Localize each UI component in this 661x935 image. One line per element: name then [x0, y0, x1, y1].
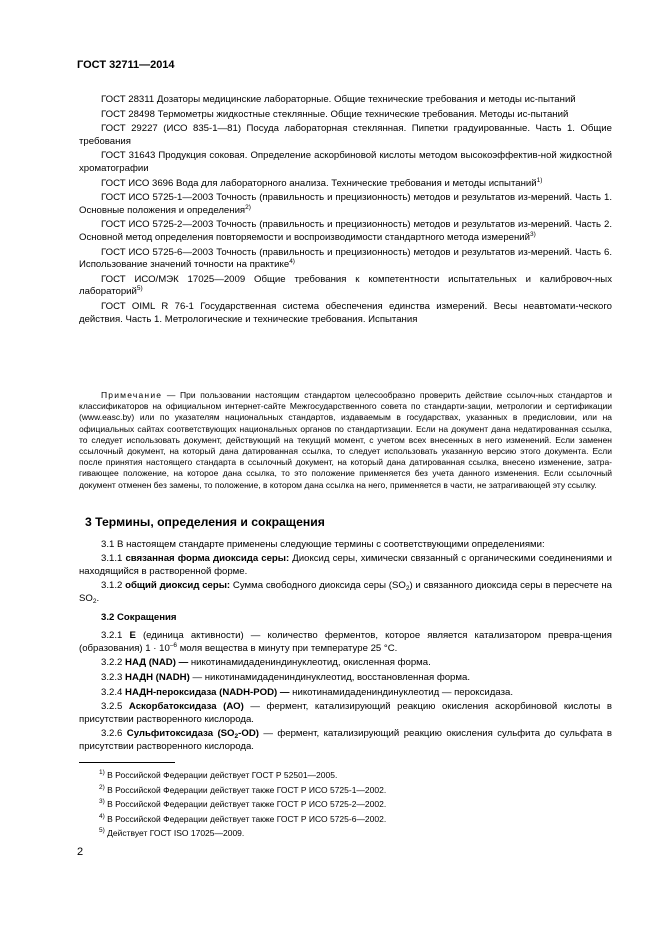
abbr-3-2-1: 3.2.1 Е (единица активности) — количество ферментов, которое является катализатором превра-щения (образования) $1 \cdot 10^{-6}$ моля вещества в минуту при температуре 25 °С. — [79, 630, 612, 654]
abbr-3-2-5: 3.2.5 Аскорбатоксидаза (АО) — фермент, катализирующий реакцию окисления аскорбиновой кислоты в присутствии растворенного кислорода. — [79, 701, 612, 725]
term-3-1-1: 3.1.1 связанная форма диоксида серы: Диоксид серы, химически связанный с органическими соединениями и находящийся в растворенной форме. — [79, 553, 612, 577]
term-3-1-2: 3.1.2 общий диоксид серы: Сумма свободного диоксида серы $(SO_2)$ и связанного диоксида серы в пересчете на $SO_2$. — [79, 580, 613, 605]
note-label: Примечание — [101, 390, 163, 400]
footnote-item: $^{2)}$ В Российской Федерации действует также ГОСТ Р ИСО 5725-1—2002. — [99, 783, 387, 795]
footnote-ref[interactable]: 2) — [245, 203, 251, 211]
footnote-ref[interactable]: 4) — [289, 258, 295, 266]
note-paragraph — [79, 390, 612, 491]
reference-item: ГОСТ ИСО 3696 Вода для лабораторного анализа. Технические требования и методы испытаний$^{1)}$ — [101, 176, 543, 189]
reference-item: ГОСТ ИСО 5725-2—2003 Точность (правильность и прецизионность) методов и результатов из-мерений. Часть 2. Основной метод определения повторяемости и воспроизводимости стандартного метода измерений$^{3)}$ — [79, 219, 612, 243]
footnote-divider — [79, 762, 175, 763]
normative-references-list — [79, 94, 612, 328]
section-3 — [79, 516, 612, 756]
footnote-item: $^{4)}$ В Российской Федерации действует также ГОСТ Р ИСО 5725-6—2002. — [99, 812, 387, 824]
footnote-ref[interactable]: 3) — [530, 230, 536, 238]
abbreviations-heading: 3.2 Сокращения — [101, 611, 177, 623]
footnote-item: $^{5)}$ Действует ГОСТ ISO 17025—2009. — [99, 827, 245, 838]
footnote-ref[interactable]: 5) — [136, 285, 143, 293]
footnote-ref[interactable]: 1) — [536, 176, 543, 184]
reference-item: ГОСТ ИСО 5725-1—2003 Точность (правильность и прецизионность) методов и результатов из-мерений. Часть 1. Основные положения и определения$^{2)}$ — [79, 192, 612, 216]
abbr-3-2-3: 3.2.3 НАДН (NADH) — никотинамидадениндинуклеотид, восстановленная форма. — [101, 671, 470, 683]
note-text: — При пользовании настоящим стандартом целесообразно проверить действие ссылоч-ных стандартов и классификаторов на официальном интернет-сайте Межгосударственного совета по стандарти-зации, метрологии и сертификации (www.easc.by) или по указателям национальных стандартов, издаваемым в государствах, указанных в предисловии, или на официальных сайтах соответствующих национальных органов по стандартизации. Если на документ дана недатированная ссылка, то следует использовать документ, действующий на текущий момент, с учетом всех внесенных в него изменений. Если заменен ссылочный документ, на который дана датированная ссылка, то следует использовать указанную версию этого документа. Если после принятия настоящего стандарта в ссылочный документ, на который дана датированная ссылка, внесено изменение, затра-гивающее положение, на которое дана ссылка, то это положение применяется без учета данного изменения. Если ссылочный документ отменен без замены, то положение, в котором дана ссылка на него, применяется в части, не затрагивающей эту ссылку. — [79, 390, 612, 490]
reference-item: ГОСТ ИСО 5725-6—2003 Точность (правильность и прецизионность) методов и результатов из-мерений. Часть 6. Использование значений точности на практике$^{4)}$ — [79, 246, 612, 271]
reference-item: ГОСТ 28311 Дозаторы медицинские лабораторные. Общие технические требования и методы ис-пытаний — [101, 94, 576, 105]
abbr-3-2-4: 3.2.4 НАДН-пероксидаза (NADH-POD) — никотинамидадениндинуклеотид — пероксидаза. — [101, 686, 513, 698]
reference-item: ГОСТ 31643 Продукция соковая. Определение аскорбиновой кислоты методом высокоэффектив-ной жидкостной хроматографии — [79, 150, 612, 174]
footnotes — [99, 768, 386, 841]
reference-item: ГОСТ OIML R 76-1 Государственная система обеспечения единства измерений. Весы неавтомати-ческого действия. Часть 1. Метрологические и технические требования. Испытания — [79, 300, 612, 325]
abbr-3-2-6: 3.2.6 Сульфитоксидаза $(SO_2-OD)$ — фермент, катализирующий реакцию окисления сульфита до сульфата в присутствии растворенного кислорода. — [79, 728, 612, 752]
section-heading: 3 Термины, определения и сокращения — [85, 515, 325, 529]
page-number: 2 — [77, 846, 84, 858]
reference-item: ГОСТ ИСО/МЭК 17025—2009 Общие требования к компетентности испытательных и калибровоч-ных лабораторий$^{5)}$ — [79, 273, 612, 298]
reference-item: ГОСТ 29227 (ИСО 835-1—81) Посуда лабораторная стеклянная. Пипетки градуированные. Часть 1. Общие требования — [79, 123, 612, 147]
reference-item: ГОСТ 28498 Термометры жидкостные стеклянные. Общие технические требования. Методы ис-пытаний — [101, 108, 569, 120]
terms-intro: 3.1 В настоящем стандарте применены следующие термины с соответствующими определениями: — [101, 538, 545, 550]
footnote-item: $^{1)}$ В Российской Федерации действует ГОСТ Р 52501—2005. — [99, 769, 338, 780]
abbr-3-2-2: 3.2.2 НАД (NAD) — никотинамидадениндинуклеотид, окисленная форма. — [101, 657, 431, 669]
footnote-item: $^{3)}$ В Российской Федерации действует также ГОСТ Р ИСО 5725-2—2002. — [99, 798, 387, 809]
document-code-header: ГОСТ 32711—2014 — [77, 59, 175, 71]
